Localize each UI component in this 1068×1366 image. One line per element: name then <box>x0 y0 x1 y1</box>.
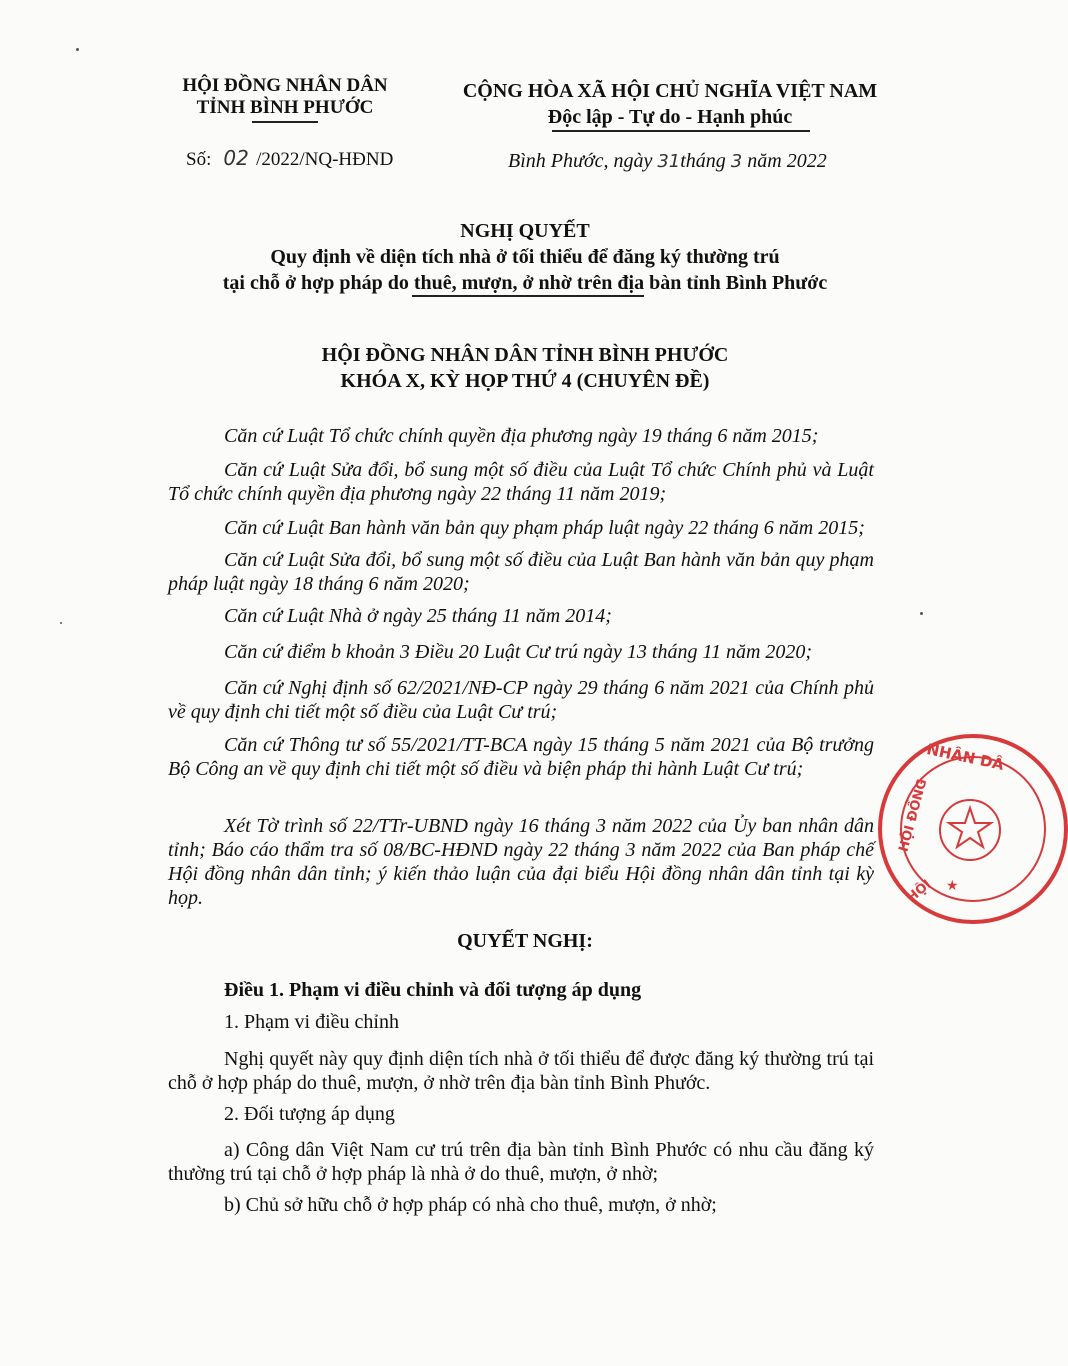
number-prefix: Số: <box>186 149 212 170</box>
org-underline <box>252 121 318 123</box>
subject-line2: tại chỗ ở hợp pháp do thuê, mượn, ở nhờ trên địa bàn tỉnh Bình Phước <box>222 272 828 294</box>
seal-text-bottom: HỘI <box>904 877 935 906</box>
issuer-line2: KHÓA X, KỲ HỌP THỨ 4 (CHUYÊN ĐỀ) <box>340 370 710 392</box>
legal-basis-4: Căn cứ Luật Sửa đổi, bổ sung một số điều của Luật Ban hành văn bản quy phạm pháp luật ngày 18 tháng 6 năm 2020; <box>168 549 874 595</box>
title-underline <box>412 295 644 297</box>
nation-line1: CỘNG HÒA XÃ HỘI CHỦ NGHĨA VIỆT NAM <box>462 80 878 102</box>
seal-text-left: HỘI ĐỒNG <box>896 777 931 854</box>
article1-item1-label: 1. Phạm vi điều chỉnh <box>224 1011 399 1033</box>
article1-item1-text: Nghị quyết này quy định diện tích nhà ở tối thiểu để được đăng ký thường trú tại chỗ ở hợp pháp do thuê, mượn, ở nhờ trên địa bàn tỉnh Bình Phước. <box>168 1048 874 1094</box>
scan-speck <box>60 622 62 624</box>
article1-heading: Điều 1. Phạm vi điều chỉnh và đối tượng áp dụng <box>224 979 642 1001</box>
legal-basis-8: Căn cứ Thông tư số 55/2021/TT-BCA ngày 15 tháng 5 năm 2021 của Bộ trưởng Bộ Công an về quy định chi tiết một số điều và biện pháp thi hành Luật Cư trú; <box>168 734 874 780</box>
issuer-line1: HỘI ĐỒNG NHÂN DÂN TỈNH BÌNH PHƯỚC <box>321 344 729 366</box>
date-month: 3 <box>730 151 743 172</box>
article1-item2-b: b) Chủ sở hữu chỗ ở hợp pháp có nhà cho thuê, mượn, ở nhờ; <box>224 1194 717 1216</box>
legal-basis-1: Căn cứ Luật Tổ chức chính quyền địa phương ngày 19 tháng 6 năm 2015; <box>224 425 819 447</box>
seal-emblem-icon <box>930 790 1010 870</box>
official-seal <box>878 734 1068 924</box>
document-number <box>186 146 393 171</box>
legal-basis-7: Căn cứ Nghị định số 62/2021/NĐ-CP ngày 29 tháng 6 năm 2021 của Chính phủ về quy định chi tiết một số điều của Luật Cư trú; <box>168 677 874 723</box>
legal-basis-5: Căn cứ Luật Nhà ở ngày 25 tháng 11 năm 2014; <box>224 605 612 627</box>
scan-speck <box>920 612 923 615</box>
date-part2: tháng <box>680 150 726 172</box>
org-line2: TỈNH BÌNH PHƯỚC <box>196 97 374 118</box>
motto-underline <box>552 130 810 132</box>
issue-date <box>508 150 827 173</box>
issuer-block <box>150 342 900 394</box>
legal-basis-3: Căn cứ Luật Ban hành văn bản quy phạm pháp luật ngày 22 tháng 6 năm 2015; <box>224 517 865 539</box>
subject-line1: Quy định về diện tích nhà ở tối thiểu để đăng ký thường trú <box>270 246 780 268</box>
number-suffix: /2022/NQ-HĐND <box>256 149 394 170</box>
document-title <box>150 218 900 296</box>
date-day: 31 <box>657 151 681 172</box>
nation-line2: Độc lập - Tự do - Hạnh phúc <box>547 106 793 128</box>
doc-type: NGHỊ QUYẾT <box>460 220 590 242</box>
number-handwritten: 02 <box>223 146 249 170</box>
article1-item2-label: 2. Đối tượng áp dụng <box>224 1103 395 1125</box>
scan-speck <box>76 48 79 51</box>
legal-basis-2: Căn cứ Luật Sửa đổi, bổ sung một số điều của Luật Tổ chức Chính phủ và Luật Tổ chức chính quyền địa phương ngày 22 tháng 11 năm 2019; <box>168 459 874 505</box>
seal-star-icon: ★ <box>946 878 959 894</box>
issuing-organization <box>150 75 420 119</box>
legal-basis-6: Căn cứ điểm b khoản 3 Điều 20 Luật Cư trú ngày 13 tháng 11 năm 2020; <box>224 641 813 663</box>
national-motto <box>455 78 885 130</box>
org-line1: HỘI ĐỒNG NHÂN DÂN <box>182 75 388 96</box>
date-part1: Bình Phước, ngày <box>508 150 653 172</box>
seal-text-top: NHÂN DÂ <box>924 740 1006 774</box>
legal-basis-9: Xét Tờ trình số 22/TTr-UBND ngày 16 tháng 3 năm 2022 của Ủy ban nhân dân tỉnh; Báo cáo thẩm tra số 08/BC-HĐND ngày 22 tháng 3 năm 2022 của Ban pháp chế Hội đồng nhân dân tỉnh; ý kiến thảo luận của đại biểu Hội đồng nhân dân tỉnh tại kỳ họp. <box>168 815 874 909</box>
article1-item2-a: a) Công dân Việt Nam cư trú trên địa bàn tỉnh Bình Phước có nhu cầu đăng ký thường trú tại chỗ ở hợp pháp là nhà ở do thuê, mượn, ở nhờ; <box>168 1139 874 1185</box>
resolve-heading: QUYẾT NGHỊ: <box>457 930 593 952</box>
date-part3: năm 2022 <box>747 150 827 172</box>
